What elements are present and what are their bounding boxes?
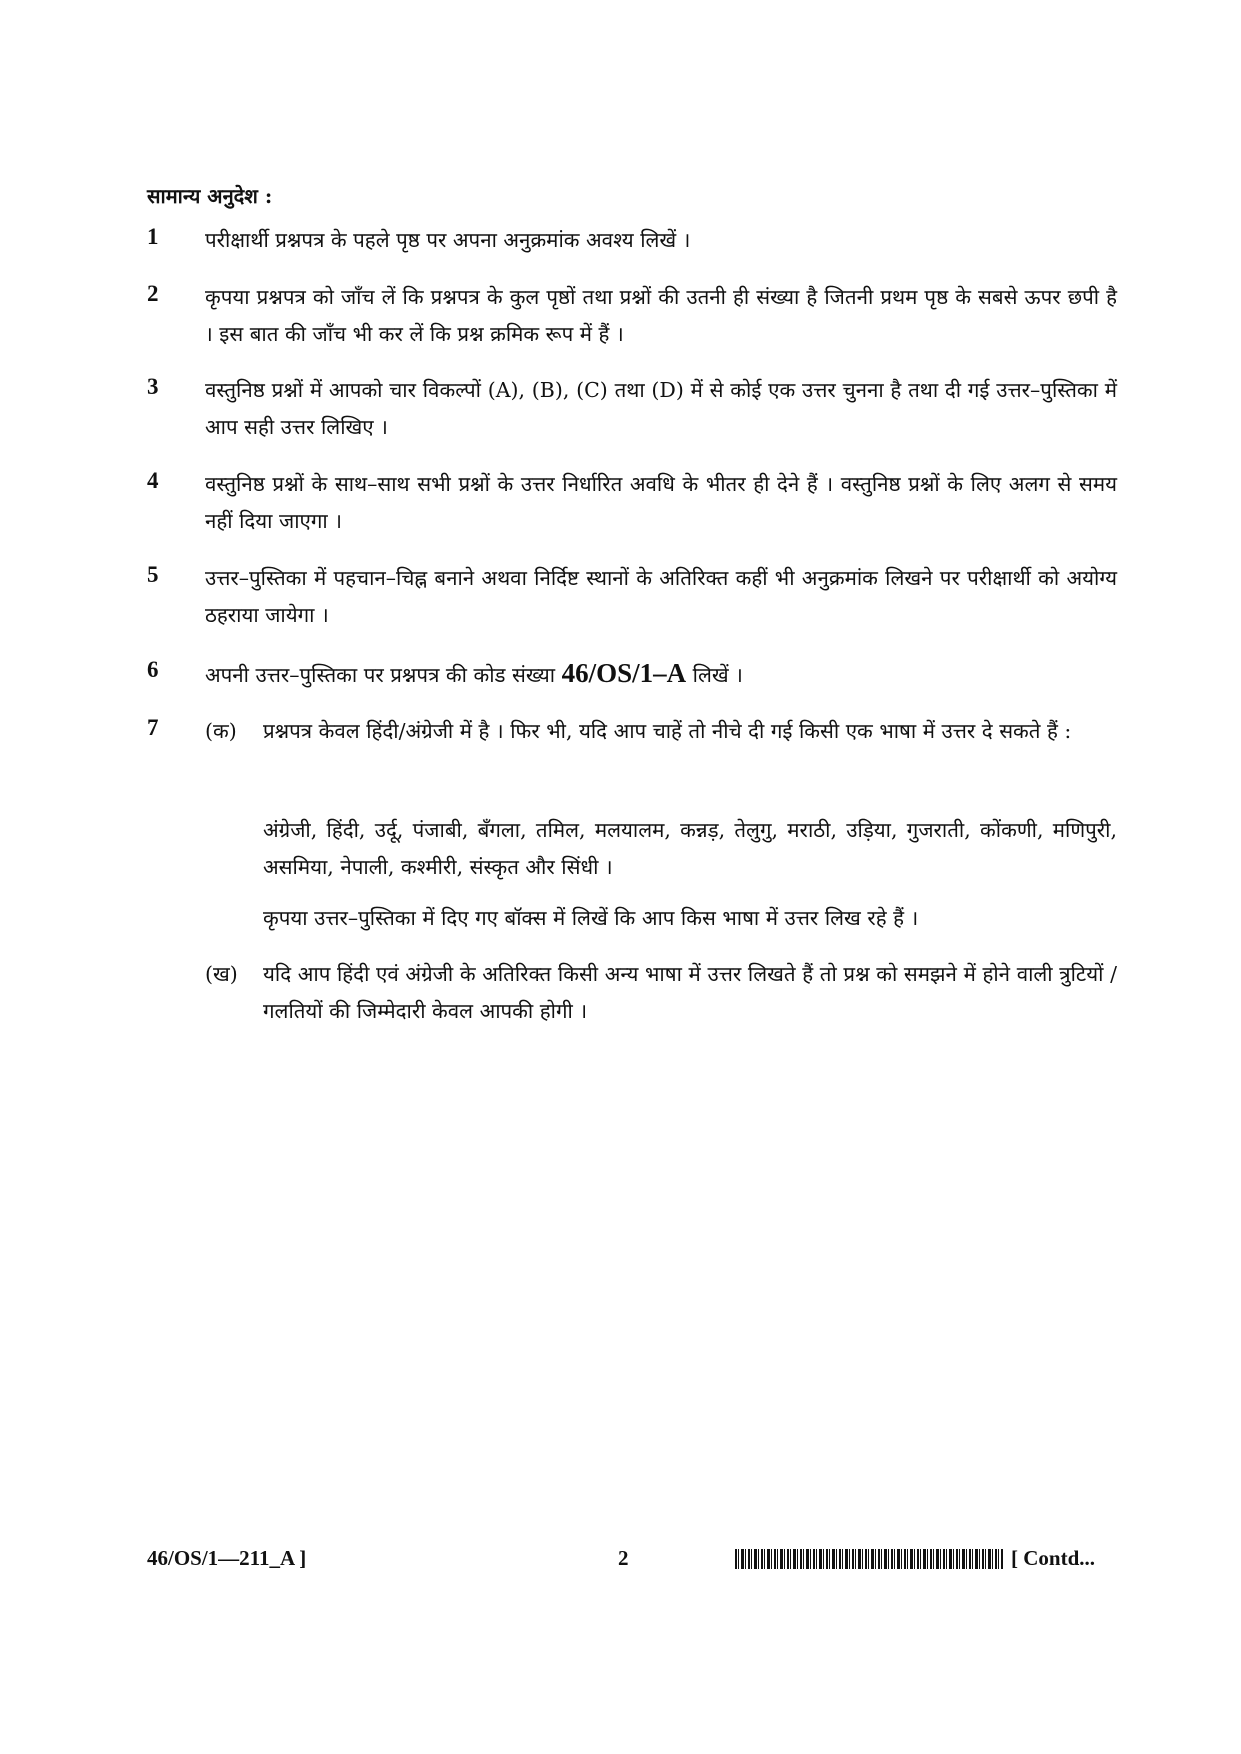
sub-item-label: (ख) <box>205 962 238 986</box>
item-text: वस्तुनिष्ठ प्रश्नों में आपको चार विकल्पों (A), (B), (C) तथा (D) में से कोई एक उत्तर चुनना है तथा दी गई उत्तर–पुस्तिका में आप सही उत्तर लिखिए । <box>205 378 1117 439</box>
sub-item-b <box>205 956 1117 1030</box>
item-text-after: लिखें । <box>692 663 743 687</box>
item-number: 4 <box>147 468 159 493</box>
item-number: 1 <box>147 224 159 249</box>
language-box-note: कृपया उत्तर–पुस्तिका में दिए गए बॉक्स में लिखें कि आप किस भाषा में उत्तर लिख रहे हैं । <box>263 906 919 930</box>
paper-code: 46/OS/1–A <box>561 658 687 688</box>
item-number: 6 <box>147 657 159 682</box>
item-text <box>205 655 1117 694</box>
item-text: परीक्षार्थी प्रश्नपत्र के पहले पृष्ठ पर अपना अनुक्रमांक अवश्य लिखें । <box>205 228 691 252</box>
item-number: 2 <box>147 281 159 306</box>
instruction-item <box>147 279 1117 353</box>
item-number: 7 <box>147 715 159 740</box>
item-number: 5 <box>147 562 159 587</box>
instruction-item <box>147 655 1117 694</box>
page-number: 2 <box>618 1546 629 1570</box>
sub-item-text: यदि आप हिंदी एवं अंग्रेजी के अतिरिक्त किसी अन्य भाषा में उत्तर लिखते हैं तो प्रश्न को समझने में होने वाली त्रुटियों / गलतियों की जिम्मेदारी केवल आपकी होगी । <box>263 962 1117 1023</box>
page-heading: सामान्य अनुदेश : <box>147 184 273 208</box>
item-text: कृपया प्रश्नपत्र को जाँच लें कि प्रश्नपत्र के कुल पृष्ठों तथा प्रश्नों की उतनी ही संख्या है जितनी प्रथम पृष्ठ के सबसे ऊपर छपी है । इस बात की जाँच भी कर लें कि प्रश्न क्रमिक रूप में हैं । <box>205 285 1117 346</box>
item-text-before: अपनी उत्तर–पुस्तिका पर प्रश्नपत्र की कोड संख्या <box>205 663 556 687</box>
sub-item-label: (क) <box>205 719 237 743</box>
continued-label: [ Contd... <box>1011 1546 1096 1570</box>
item-text: उत्तर–पुस्तिका में पहचान–चिह्न बनाने अथवा निर्दिष्ट स्थानों के अतिरिक्त कहीं भी अनुक्रमांक लिखने पर परीक्षार्थी को अयोग्य ठहराया जायेगा । <box>205 566 1117 627</box>
footer-paper-code: 46/OS/1—211_A ] <box>147 1546 307 1570</box>
sub-item-text: प्रश्नपत्र केवल हिंदी/अंग्रेजी में है । फिर भी, यदि आप चाहें तो नीचे दी गई किसी एक भाषा में उत्तर दे सकते हैं : <box>263 719 1072 743</box>
instruction-item <box>147 372 1117 446</box>
sub-item-a <box>205 713 1117 750</box>
instruction-item <box>147 222 1117 259</box>
barcode <box>735 1549 1003 1569</box>
instruction-item <box>147 466 1117 540</box>
instruction-item <box>147 560 1117 634</box>
languages-list: अंग्रेजी, हिंदी, उर्दू, पंजाबी, बँगला, तमिल, मलयालम, कन्नड़, तेलुगु, मराठी, उड़िया, गुजराती, कोंकणी, मणिपुरी, असमिया, नेपाली, कश्मीरी, संस्कृत और सिंधी । <box>263 818 1117 879</box>
item-text: वस्तुनिष्ठ प्रश्नों के साथ–साथ सभी प्रश्नों के उत्तर निर्धारित अवधि के भीतर ही देने हैं । वस्तुनिष्ठ प्रश्नों के लिए अलग से समय नहीं दिया जाएगा । <box>205 472 1117 533</box>
item-number: 3 <box>147 374 159 399</box>
